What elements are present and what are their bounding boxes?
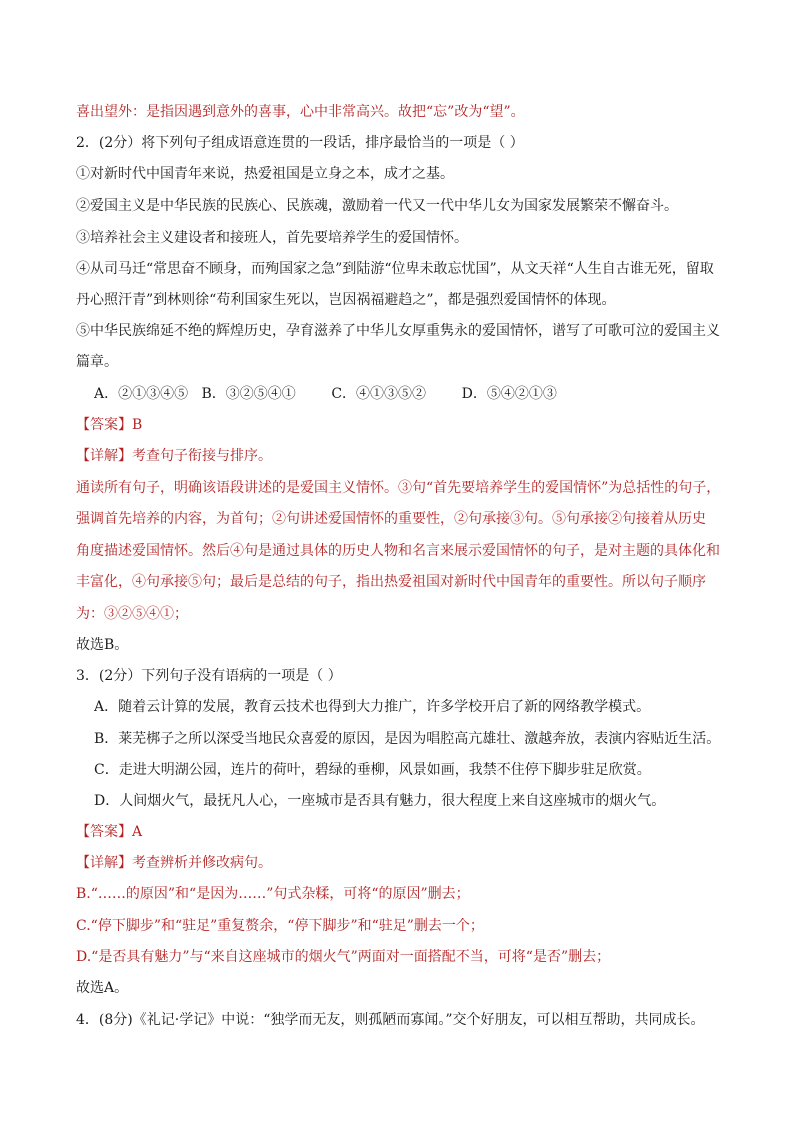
answer-2: 【答案】B bbox=[76, 417, 143, 433]
sentence-4: ④从司马迁“常思奋不顾身，而殉国家之急”到陆游“位卑未敢忘忧国”，从文天祥“人生自古谁无死，留取 bbox=[76, 261, 714, 277]
sentence-4-cont: 丹心照汗青”到林则徐“苟利国家生死以，岂因祸福避趋之”，都是强烈爱国情怀的体现。 bbox=[76, 292, 616, 308]
option-c: C．走进大明湖公园，连片的荷叶，碧绿的垂柳，风景如画，我禁不住停下脚步驻足欣赏。 bbox=[94, 762, 651, 778]
option-a: A．随着云计算的发展，教育云技术也得到大力推广，许多学校开启了新的网络教学模式。 bbox=[94, 699, 651, 715]
prev-explanation: 喜出望外：是指因遇到意外的喜事，心中非常高兴。故把“忘”改为“望”。 bbox=[76, 104, 525, 120]
select-3: 故选A。 bbox=[76, 980, 129, 996]
explanation-2-line2: 强调首先培养的内容，为首句；②句讲述爱国情怀的重要性，②句承接③句。⑤句承接②句接着从历史 bbox=[76, 511, 706, 527]
explanation-2-line5: 为：③②⑤④①； bbox=[76, 606, 188, 622]
sentence-3: ③培养社会主义建设者和接班人，首先要培养学生的爱国情怀。 bbox=[76, 230, 468, 246]
option-b: B．莱芜梆子之所以深受当地民众喜爱的原因，是因为唱腔高亢雄壮、激越奔放，表演内容贴近生活。 bbox=[94, 731, 721, 747]
sentence-5-cont: 篇章。 bbox=[76, 354, 118, 370]
detail-3-title: 【详解】考查辨析并修改病句。 bbox=[76, 855, 272, 871]
sentence-5: ⑤中华民族绵延不绝的辉煌历史，孕育滋养了中华儿女厚重隽永的爱国情怀，谱写了可歌可泣的爱国主义 bbox=[76, 323, 720, 339]
option-d: D．人间烟火气，最抚凡人心，一座城市是否具有魅力，很大程度上来自这座城市的烟火气。 bbox=[94, 793, 666, 809]
question-2-options: A．②①③④⑤ B．③②⑤④① C．④①③⑤② D．⑤④②①③ bbox=[94, 386, 557, 402]
explanation-2-line4: 丰富化，④句承接⑤句；最后是总结的句子，指出热爱祖国对新时代中国青年的重要性。所以句子顺序 bbox=[76, 574, 706, 590]
explanation-2-line1: 通读所有句子，明确该语段讲述的是爱国主义情怀。③句“首先要培养学生的爱国情怀”为总括性的句子， bbox=[76, 480, 721, 496]
question-3: 3．(2分）下列句子没有语病的一项是（ ） bbox=[76, 668, 342, 684]
question-4: 4．(8分)《礼记·学记》中说：“独学而无友，则孤陋而寡闻。”交个好朋友，可以相互帮助，共同成长。 bbox=[76, 1012, 705, 1028]
question-2: 2．(2分）将下列句子组成语意连贯的一段话，排序最恰当的一项是（ ） bbox=[76, 135, 524, 151]
fix-b: B.“……的原因”和“是因为……”句式杂糅，可将“的原因”删去； bbox=[76, 886, 470, 902]
detail-2-title: 【详解】考查句子衔接与排序。 bbox=[76, 448, 272, 464]
sentence-1: ①对新时代中国青年来说，热爱祖国是立身之本，成才之基。 bbox=[76, 166, 454, 182]
answer-3: 【答案】A bbox=[76, 824, 143, 840]
explanation-2-line3: 角度描述爱国情怀。然后④句是通过具体的历史人物和名言来展示爱国情怀的句子，是对主题的具体化和 bbox=[76, 543, 720, 559]
fix-d: D.“是否具有魅力”与“来自这座城市的烟火气”两面对一面搭配不当，可将“是否”删去； bbox=[76, 949, 611, 965]
sentence-2: ②爱国主义是中华民族的民族心、民族魂，激励着一代又一代中华儿女为国家发展繁荣不懈奋斗。 bbox=[76, 198, 678, 214]
fix-c: C.“停下脚步”和“驻足”重复赘余，“停下脚步”和“驻足”删去一个； bbox=[76, 918, 484, 934]
select-2: 故选B。 bbox=[76, 637, 129, 653]
